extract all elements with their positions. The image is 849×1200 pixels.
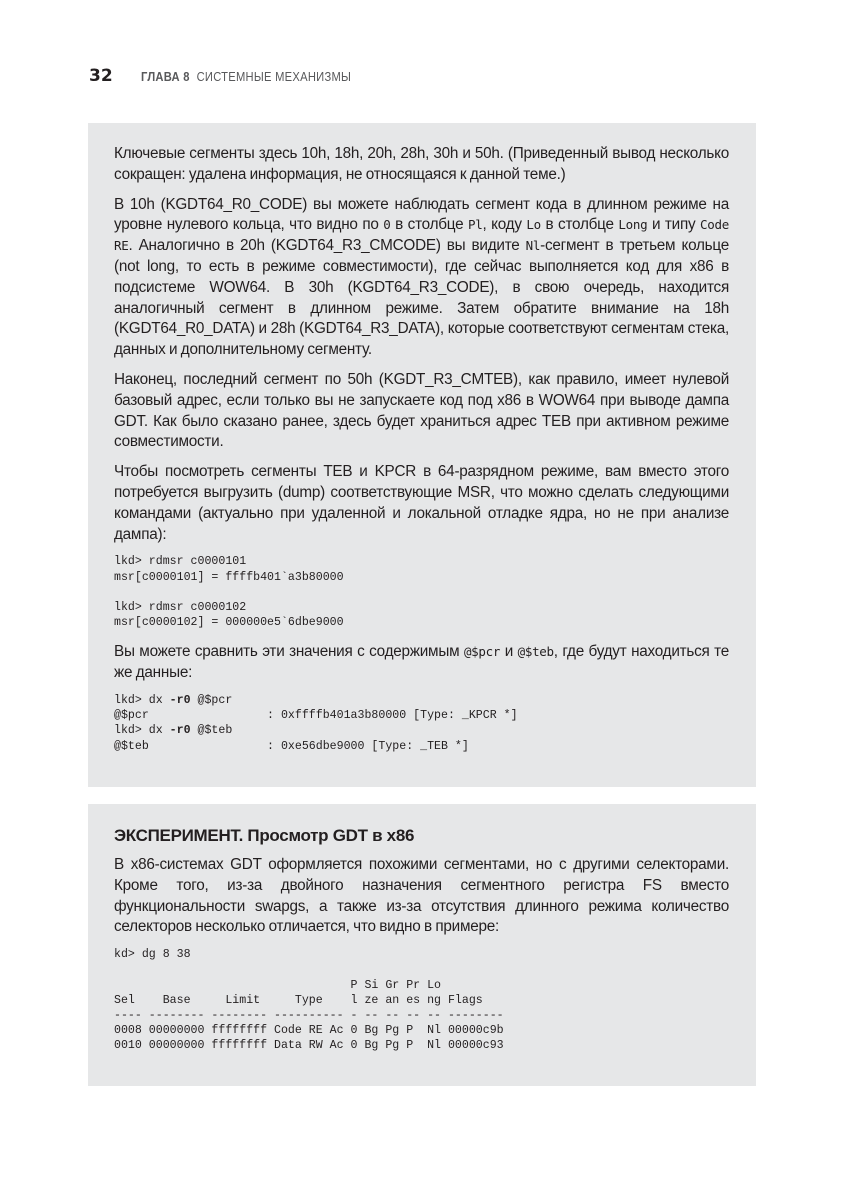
- inline-code: 0: [383, 217, 391, 233]
- text-run: в столбце: [390, 216, 469, 234]
- code-text: lkd> dx: [114, 693, 170, 707]
- paragraph-segment-analysis: [114, 195, 729, 361]
- code-flag: -r0: [169, 724, 191, 738]
- code-text: @$teb : 0xe56dbe9000 [Type: _TEB *]: [114, 739, 469, 753]
- code-block-rdmsr: lkd> rdmsr c0000101 msr[c0000101] = ffffb401`a3b80000 lkd> rdmsr c0000102 msr[c0000102] = 000000e5`6dbe9000: [114, 555, 344, 630]
- paragraph-x86-gdt: В x86-системах GDT оформляется похожими сегментами, но с другими селекторами. Кроме того, из-за двойного назначения сегментного регистра FS вместо функциональности swapgs, а также из-за отсутствия длинного режима количество селекторов несколько отличается, что видно в примере:: [114, 856, 729, 936]
- paragraph-msr-intro: Чтобы посмотреть сегменты TEB и KPCR в 64-разрядном режиме, вам вместо этого потребуется выгрузить (dump) соответствующие MSR, что можно сделать следующими командами (актуально при удаленной и локальной отладке ядра, но не при анализе дампа):: [114, 463, 729, 543]
- text-run: и типу: [647, 216, 701, 234]
- code-text: @$teb: [190, 724, 233, 738]
- text-run: и: [500, 643, 518, 661]
- code-text: lkd> dx: [114, 724, 170, 738]
- experiment-box: [88, 804, 756, 1086]
- text-run: в столбце: [540, 216, 619, 234]
- text-run: , коду: [482, 216, 527, 234]
- chapter-number: ГЛАВА 8: [140, 69, 190, 84]
- inline-code: Pl: [468, 217, 483, 233]
- text-run: В 10h (KGDT64_R0_CODE) вы можете наблюдать сегмент кода в длинном режиме на уровне нулевого кольца, что видно по: [114, 195, 729, 234]
- paragraph-compare: [114, 642, 729, 684]
- inline-code: @$teb: [517, 644, 554, 660]
- inline-code: Lo: [526, 217, 541, 233]
- experiment-title: ЭКСПЕРИМЕНТ. Просмотр GDT в x86: [114, 826, 415, 845]
- code-flag: -r0: [169, 693, 191, 707]
- content-box: [88, 123, 756, 787]
- text-run: , где будут находиться те же данные:: [114, 643, 730, 682]
- inline-code: @$pcr: [463, 644, 501, 660]
- paragraph-key-segments: Ключевые сегменты здесь 10h, 18h, 20h, 28h, 30h и 50h. (Приведенный вывод несколько сокращен: удалена информация, не относящаяся к данной теме.): [114, 145, 729, 183]
- text-run: . Аналогично в 20h (KGDT64_R3_CMCODE) вы видите: [128, 237, 526, 255]
- code-text: @$pcr : 0xffffb401a3b80000 [Type: _KPCR *]: [114, 709, 518, 723]
- paragraph-cmteb: Наконец, последний сегмент по 50h (KGDT_R3_CMTEB), как правило, имеет нулевой базовый адрес, если только вы не запускаете код под x86 в WOW64 при выводе дампа GDT. Как было сказано ранее, здесь будет храниться адрес TEB при активном режиме совместимости.: [114, 370, 729, 451]
- inline-code: Code RE: [114, 217, 729, 254]
- inline-code: Long: [618, 217, 648, 233]
- code-text: @$pcr: [190, 693, 233, 707]
- running-header: [89, 66, 385, 90]
- chapter-title: СИСТЕМНЫЕ МЕХАНИЗМЫ: [196, 69, 351, 84]
- chapter-label: [141, 69, 351, 84]
- text-run: Вы можете сравнить эти значения с содержимым: [114, 643, 464, 661]
- page-number: 32: [89, 66, 113, 86]
- inline-code: Nl: [525, 238, 541, 254]
- code-block-dx: [114, 693, 729, 754]
- code-block-dg: kd> dg 8 38 P Si Gr Pr Lo Sel Base Limit Type l ze an es ng Flags ---- -------- -------- ---------- - -- -- -- -- -------- 0008 00000000 ffffffff Code RE Ac 0 Bg Pg P Nl 00000c9b 0010 00000000 ffffffff Data RW Ac 0 Bg Pg P Nl 00000c93: [114, 948, 504, 1053]
- text-run: -сегмент в третьем кольце (not long, то есть в режиме совместимости), где сейчас выполняется код для x86 в подсистеме WOW64. В 30h (KGDT64_R3_CODE), в свою очередь, находится аналогичный сегмент в длинном режиме. Затем обратите внимание на 18h (KGDT64_R0_DATA) и 28h (KGDT64_R3_DATA), которые соответствуют сегментам стека, данных и дополнительному сегменту.: [114, 237, 729, 359]
